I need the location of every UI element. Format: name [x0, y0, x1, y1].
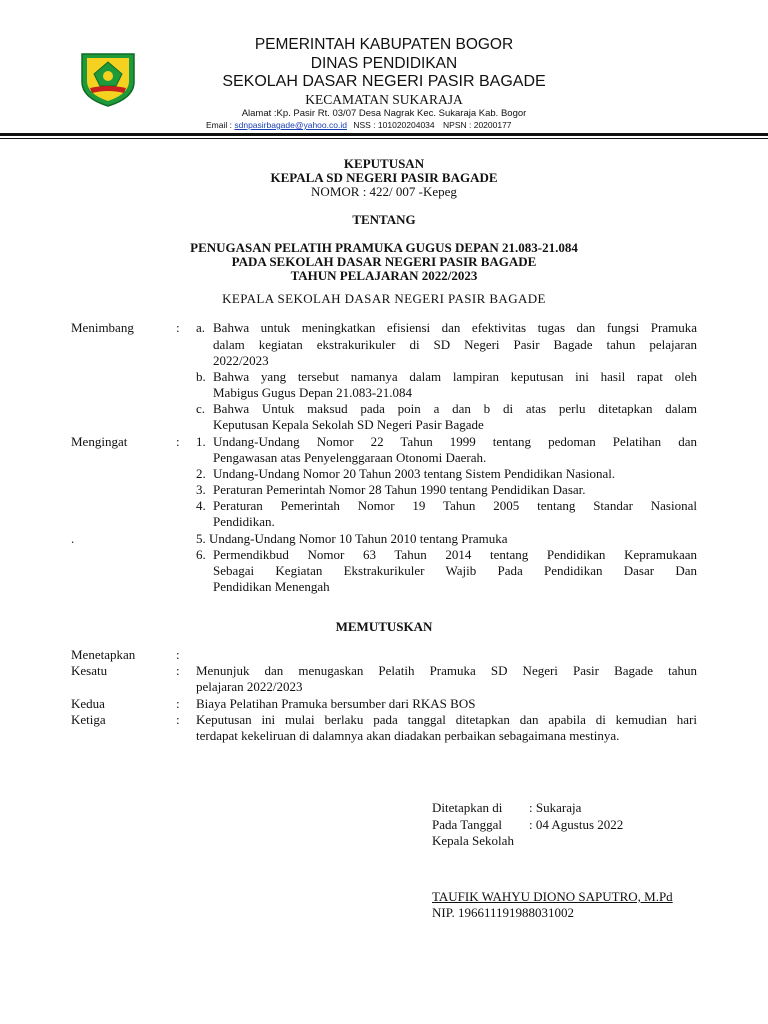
decision-colon: :	[176, 647, 180, 662]
kesatu-line1: Menunjuk dan menugaskan Pelatih Pramuka SD Negeri Pasir Bagade tahun	[196, 663, 697, 678]
signer-nip: NIP. 196611191988031002	[432, 905, 575, 920]
item-marker: a.	[196, 320, 206, 335]
menimbang-colon: :	[176, 320, 180, 335]
nss-value: NSS : 101020204034	[353, 120, 435, 130]
email-link[interactable]: sdnpasirbagade@yahoo.co.id	[234, 120, 347, 130]
menimbang-label: Menimbang	[71, 320, 134, 335]
subject-line-1: PENUGASAN PELATIH PRAMUKA GUGUS DEPAN 21.083-21.084	[190, 240, 578, 255]
menimbang-a-line2: dalam kegiatan ekstrakurikuler di SD Negeri Pasir Bagade tahun pelajaran	[213, 337, 697, 352]
doc-number: NOMOR : 422/ 007 -Kepeg	[311, 184, 457, 199]
kedua-line1: Biaya Pelatihan Pramuka bersumber dari RKAS BOS	[196, 696, 476, 711]
menimbang-c-line2: Keputusan Kepala Sekolah SD Negeri Pasir Bagade	[213, 417, 484, 432]
mengingat-6-line3: Pendidikan Menengah	[213, 579, 330, 594]
mengingat-5: 5. Undang-Undang Nomor 10 Tahun 2010 tentang Pramuka	[196, 531, 508, 546]
doc-subtitle: KEPALA SD NEGERI PASIR BAGADE	[270, 170, 498, 185]
header-address: Alamat :Kp. Pasir Rt. 03/07 Desa Nagrak Kec. Sukaraja Kab. Bogor	[241, 108, 527, 119]
issuer-line: KEPALA SEKOLAH DASAR NEGERI PASIR BAGADE	[222, 291, 546, 306]
mengingat-label: Mengingat	[71, 434, 128, 449]
item-number: 4.	[196, 498, 206, 513]
decision-colon: :	[176, 712, 180, 727]
mengingat-6-line2: Sebagai Kegiatan Ekstrakurikuler Wajib Pada Pendidikan Dasar Dan	[213, 563, 697, 578]
item-number: 2.	[196, 466, 206, 481]
header-contact	[206, 120, 512, 130]
menimbang-b-line1: Bahwa yang tersebut namanya dalam lampiran keputusan ini hasil rapat oleh	[213, 369, 697, 384]
place-value: : Sukaraja	[529, 800, 582, 815]
place-label: Ditetapkan di	[432, 800, 503, 815]
item-marker: b.	[196, 369, 206, 384]
decision-colon: :	[176, 663, 180, 678]
item-marker: c.	[196, 401, 206, 416]
menimbang-b-line2: Mabigus Gugus Depan 21.083-21.084	[213, 385, 412, 400]
decision-colon: :	[176, 696, 180, 711]
signer-name: TAUFIK WAHYU DIONO SAPUTRO, M.Pd	[432, 889, 673, 904]
item-number: 1.	[196, 434, 206, 449]
mengingat-6-line1: Permendikbud Nomor 63 Tahun 2014 tentang Pendidikan Kepramukaan	[213, 547, 697, 562]
kedua-label: Kedua	[71, 696, 105, 711]
item-number: 6.	[196, 547, 206, 562]
signer-role: Kepala Sekolah	[432, 833, 514, 848]
npsn-value: NPSN : 20200177	[443, 120, 512, 130]
header-department: DINAS PENDIDIKAN	[310, 55, 458, 72]
menimbang-a-line1: Bahwa untuk meningkatkan efisiensi dan efektivitas tugas dan fungsi Pramuka	[213, 320, 697, 335]
mengingat-colon: :	[176, 434, 180, 449]
subject-line-3: TAHUN PELAJARAN 2022/2023	[290, 268, 478, 283]
decision-heading: MEMUTUSKAN	[335, 619, 433, 634]
stray-dot: .	[71, 531, 75, 546]
date-value: : 04 Agustus 2022	[529, 817, 624, 832]
item-number: 3.	[196, 482, 206, 497]
menimbang-a-line3: 2022/2023	[213, 353, 269, 368]
email-label: Email :	[206, 120, 232, 130]
doc-title: KEPUTUSAN	[343, 156, 425, 171]
kesatu-label: Kesatu	[71, 663, 108, 678]
mengingat-3: Peraturan Pemerintah Nomor 28 Tahun 1990 tentang Pendidikan Dasar.	[213, 482, 586, 497]
about-heading: TENTANG	[352, 212, 416, 227]
date-label: Pada Tanggal	[432, 817, 502, 832]
kesatu-line2: pelajaran 2022/2023	[196, 679, 303, 694]
mengingat-4-line1: Peraturan Pemerintah Nomor 19 Tahun 2005 tentang Standar Nasional	[213, 498, 697, 513]
letterhead-rule-bottom	[0, 138, 768, 139]
mengingat-2: Undang-Undang Nomor 20 Tahun 2003 tentang Sistem Pendidikan Nasional.	[213, 466, 616, 481]
menimbang-c-line1: Bahwa Untuk maksud pada poin a dan b di atas perlu ditetapkan dalam	[213, 401, 697, 416]
header-government: PEMERINTAH KABUPATEN BOGOR	[254, 36, 514, 53]
mengingat-4-line2: Pendidikan.	[213, 514, 275, 529]
letterhead-rule-top	[0, 133, 768, 136]
mengingat-1-line2: Pengawasan atas Penyelenggaraan Otonomi Daerah.	[213, 450, 487, 465]
ketiga-line1: Keputusan ini mulai berlaku pada tanggal ditetapkan dan apabila di kemudian hari	[196, 712, 697, 727]
header-district: KECAMATAN SUKARAJA	[305, 92, 463, 107]
header-school: SEKOLAH DASAR NEGERI PASIR BAGADE	[222, 73, 546, 90]
mengingat-1-line1: Undang-Undang Nomor 22 Tahun 1999 tentang pedoman Pelatihan dan	[213, 434, 697, 449]
subject-line-2: PADA SEKOLAH DASAR NEGERI PASIR BAGADE	[231, 254, 537, 269]
ketiga-label: Ketiga	[71, 712, 106, 727]
menetapkan-label: Menetapkan	[71, 647, 136, 662]
ketiga-line2: terdapat kekeliruan di dalamnya akan diadakan perbaikan sebagaimana mestinya.	[196, 728, 620, 743]
